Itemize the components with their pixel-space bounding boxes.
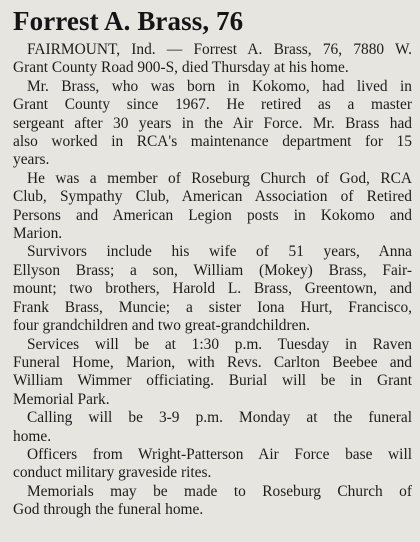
obituary-headline: Forrest A. Brass, 76: [13, 6, 244, 36]
obituary-line: Club, Sympathy Club, American Association of Retired: [13, 188, 412, 206]
obituary-line: Mr. Brass, who was born in Kokomo, had lived in: [27, 77, 412, 95]
obituary-line: home.: [13, 427, 52, 445]
obituary-paragraph: [13, 336, 412, 410]
obituary-line: Frank Brass, Muncie; a sister Iona Hurt, Francisco,: [13, 298, 412, 316]
obituary-line: Memorials may be made to Roseburg Church of: [27, 482, 412, 500]
obituary-line: also worked in RCA's maintenance department for 15: [13, 133, 412, 151]
obituary-line: mount; two brothers, Harold L. Brass, Greentown, and: [13, 280, 412, 298]
obituary-line: Officers from Wright-Patterson Air Force base will: [27, 445, 412, 463]
obituary-body: [13, 41, 412, 520]
obituary-line: Calling will be 3-9 p.m. Monday at the funeral: [27, 409, 412, 427]
obituary-paragraph: [13, 409, 412, 446]
obituary-line: He was a member of Roseburg Church of God, RCA: [27, 169, 412, 187]
obituary-line: William Wimmer officiating. Burial will be in Grant: [13, 372, 412, 390]
obituary-line: Ellyson Brass; a son, William (Mokey) Brass, Fair-: [13, 261, 412, 279]
obituary-line: Marion.: [13, 225, 63, 243]
obituary-line: FAIRMOUNT, Ind. — Forrest A. Brass, 76, 7880 W.: [27, 41, 412, 58]
obituary-line: Services will be at 1:30 p.m. Tuesday in Raven: [27, 335, 412, 353]
obituary-paragraph: [13, 243, 412, 335]
obituary-line: sergeant after 30 years in the Air Force. Mr. Brass had: [13, 114, 412, 132]
obituary-line: Survivors include his wife of 51 years, Anna: [27, 243, 412, 261]
obituary-line: Grant County since 1967. He retired as a master: [13, 96, 412, 114]
obituary-paragraph: [13, 170, 412, 244]
obituary-line: Persons and American Legion posts in Kokomo and: [13, 206, 412, 224]
obituary-line: years.: [13, 151, 50, 169]
obituary-line: Memorial Park.: [13, 390, 110, 408]
obituary-paragraph: [13, 483, 412, 520]
obituary-paragraph: [13, 41, 412, 78]
obituary-paragraph: [13, 446, 412, 483]
obituary-line: God through the funeral home.: [13, 501, 204, 519]
obituary-line: Funeral Home, Marion, with Revs. Carlton Beebee and: [13, 353, 412, 371]
obituary-line: conduct military graveside rites.: [13, 464, 212, 482]
obituary-line: Grant County Road 900-S, died Thursday at his home.: [13, 59, 349, 77]
obituary-line: four grandchildren and two great-grandchildren.: [13, 317, 311, 335]
obituary-paragraph: [13, 78, 412, 170]
